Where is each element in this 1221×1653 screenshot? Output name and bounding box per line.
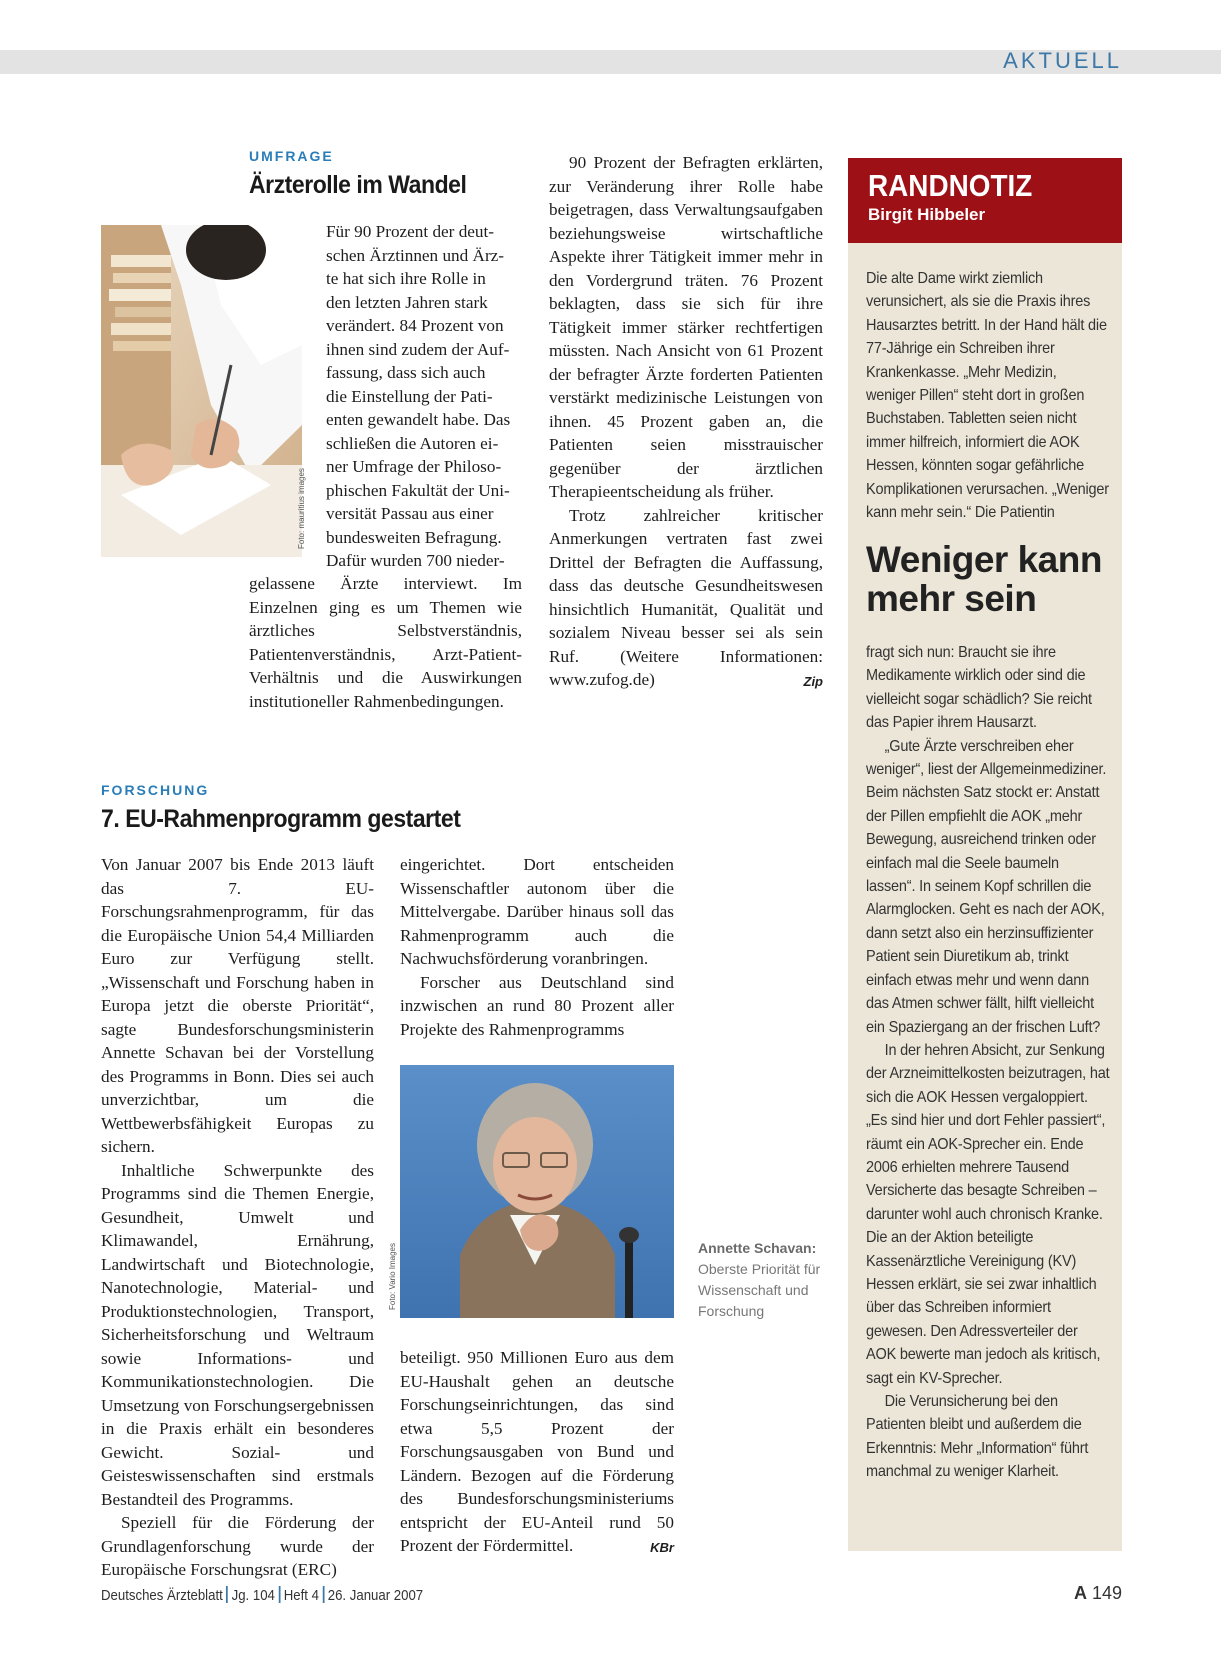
footer-issue: Heft 4	[283, 1587, 319, 1604]
randnotiz-title: RANDNOTIZ	[868, 168, 1033, 203]
article2-kicker: FORSCHUNG	[101, 782, 210, 798]
randnotiz-p3: In der hehren Absicht, zur Senkung der Arzneimittelkosten beizutragen, hat sich die AOK Hessen vergaloppiert. „Es sind hier und dort Fehler passiert“, räumt ein AOK-Sprecher ein. Ende 2006 erhielten mehrere Tausend Versicherte das besagte Schreiben – darunter wohl auch chronisch Kranke. Die an der Aktion beteiligte Kassenärztliche Vereinigung (KV) Hessen erklärt, sie sei zwar inhaltlich über das Schreiben informiert gewesen. Den Adressverteiler der AOK bewerte man jedoch als kritisch, sagt ein KV-Sprecher.	[866, 1041, 1110, 1387]
article2-col1-p2: Inhaltliche Schwerpunkte des Programms sind die Themen Energie, Gesundheit, Umwelt und Klimawandel, Ernährung, Landwirtschaft und Biotechnologie, Nanotechnologie, Material- und Produktionstechnologien, Transport, Sicherheitsforschung und Weltraum sowie Informations- und Kommunikationstechnologien. Die Umsetzung von Forschungsergebnissen in die Praxis erhält ein besonderes Gewicht. Sozial- und Geisteswissenschaften sind erstmals Bestandteil des Programms.	[101, 1160, 374, 1509]
article2-col1-p1: Von Januar 2007 bis Ende 2013 läuft das 7. EU-Forschungsrahmenprogramm, für das die Europäische Union 54,4 Milliarden Euro zur Verfügung stellt. „Wissenschaft und Forschung haben in Europa jetzt die oberste Priorität“, sagte Bundesforschungsministerin Annette Schavan bei der Vorstellung des Programms in Bonn. Dies sei auch unverzichtbar, um die Wettbewerbsfähigkeit Europas zu sichern.	[101, 855, 374, 1156]
footer-separator	[226, 1586, 228, 1603]
doctor-writing-photo	[101, 225, 302, 557]
portrait-illustration	[400, 1065, 674, 1318]
article1-line: Für 90 Prozent der deut-	[326, 222, 495, 241]
article1-col2-p1: 90 Prozent der Befragten erklärten, zur Veränderung ihrer Rolle habe beigetragen, dass Verwaltungsaufgaben beziehungsweise wirtschaftliche Aspekte ihrer Tätigkeit immer mehr in den Vordergrund träten. 76 Prozent beklagten, dass sie sich für ihre Tätigkeit immer stärker rechtfertigen müssten. Nach Ansicht von 61 Prozent der befragter Ärzte forderten Patienten verstärkt medizinische Leistungen von ihnen. 45 Prozent gaben an, die Patienten seien misstrauischer gegenüber der ärztlichen Therapieentscheidung als früher.	[549, 153, 823, 501]
article1-kicker: UMFRAGE	[249, 148, 334, 164]
article2-signature: KBr	[650, 1539, 674, 1555]
footer-volume: Jg. 104	[231, 1587, 275, 1604]
article1-col1-tail: gelassene Ärzte interviewt. Im Einzelnen ging es um Themen wie ärztliches Selbstverständnis, Patientenverständnis, Arzt-Patient-Verhältnis und die Auswirkungen institutioneller Rahmenbedingungen.	[249, 574, 522, 711]
article1-line: bundesweiten Befragung.	[326, 527, 502, 547]
article1-line: den letzten Jahren stark	[326, 292, 488, 312]
article1-line: verändert. 84 Prozent von	[326, 316, 504, 335]
randnotiz-intro: Die alte Dame wirkt ziemlich verunsichert, als sie die Praxis ihres Hausarztes betritt. In der Hand hält die 77-Jährige ein Schreiben ihrer Krankenkasse. „Mehr Medizin, weniger Pillen“ steht dort in großen Buchstaben. Tabletten seien nicht immer hilfreich, informiert die AOK Hessen, könnten sogar gefährliche Komplikationen verursachen. „Weniger kann mehr sein.“ Die Patientin	[866, 270, 1109, 522]
article1-line: phischen Fakultät der Uni-	[326, 480, 510, 500]
article1-signature: Zip	[803, 673, 823, 689]
article1-line: versität Passau aus einer	[326, 504, 494, 523]
article2-col1-p3: Speziell für die Förderung der Grundlagenforschung wurde der Europäische Forschungsrat (ERC)	[101, 1513, 374, 1579]
article2-col2-bottom	[400, 1346, 674, 1559]
randnotiz-body	[866, 641, 1110, 1484]
article2-col1	[101, 853, 374, 1582]
article2-photo-credit: Foto: Vario Images	[388, 1243, 397, 1310]
article1-line: schen Ärztinnen und Ärz-	[326, 245, 505, 265]
article1-line: te hat sich ihre Rolle in	[326, 269, 486, 288]
caption-title: Annette Schavan:	[698, 1240, 817, 1256]
footer-separator	[322, 1586, 324, 1603]
doctor-writing-illustration	[101, 225, 302, 557]
article1-photo-credit: Foto: mauritius images	[297, 468, 306, 549]
photo-caption	[698, 1238, 838, 1322]
article1-title: Ärzterolle im Wandel	[249, 171, 467, 199]
caption-line: Forschung	[698, 1303, 765, 1319]
page-number	[1074, 1583, 1122, 1604]
article1-line: fassung, dass sich auch	[326, 363, 486, 382]
article1-line: schließen die Autoren ei-	[326, 433, 499, 453]
article2-col2-p3: beteiligt. 950 Millionen Euro aus dem EU-Haushalt gehen an deutsche Forschungseinrichtungen, das sind etwa 5,5 Prozent der Forschungsausgaben von Bund und Ländern. Bezogen auf die Förderung des Bundesforschungsministeriums entspricht der EU-Anteil rund 50 Prozent der Fördermittel.	[400, 1348, 674, 1555]
article2-title: 7. EU-Rahmenprogramm gestartet	[101, 805, 461, 833]
randnotiz-headline: Weniger kann mehr sein	[866, 539, 1102, 619]
article2-col2-p2: Forscher aus Deutschland sind inzwischen an rund 80 Prozent aller Projekte des Rahmenprogramms	[400, 972, 674, 1039]
caption-line: Wissenschaft und	[698, 1282, 809, 1298]
article2-col2-p1: eingerichtet. Dort entscheiden Wissenschaftler autonom über die Mittelvergabe. Darüber hinaus soll das Rahmenprogramm auch die Nachwuchsförderung voranbringen.	[400, 855, 674, 968]
article1-line: enten gewandelt habe. Das	[326, 410, 511, 429]
article1-col2	[549, 151, 823, 693]
article1-col2-p2: Trotz zahlreicher kritischer Anmerkungen vertraten fast zwei Drittel der Befragten die Auffassung, dass das deutsche Gesundheitswesen hinsichtlich Humanität, Qualität und sozialem Niveau besser sei als sein Ruf. (Weitere Informationen: www.zufog.de)	[549, 505, 823, 689]
footer-journal: Deutsches Ärzteblatt	[101, 1587, 223, 1604]
footer-citation	[101, 1586, 423, 1604]
article1-col1-wrap	[326, 220, 522, 573]
article2-col2-top	[400, 853, 674, 1041]
randnotiz-p4: Die Verunsicherung bei den Patienten bleibt und außerdem die Erkenntnis: Mehr „Information“ führt manchmal zu weniger Klarheit.	[866, 1393, 1089, 1481]
randnotiz-p1: fragt sich nun: Braucht sie ihre Medikamente wirklich oder sind die vielleicht sogar schädlich? Sie reicht das Papier ihrem Hausarzt.	[866, 644, 1092, 732]
section-label: AKTUELL	[1003, 48, 1122, 73]
annette-schavan-photo	[400, 1065, 674, 1318]
caption-line: Oberste Priorität für	[698, 1261, 821, 1277]
footer-separator	[278, 1586, 280, 1603]
footer-date: 26. Januar 2007	[327, 1587, 424, 1604]
article1-line: ihnen sind zudem der Auf-	[326, 339, 510, 359]
article1-line: die Einstellung der Pati-	[326, 386, 493, 406]
article1-line: Dafür wurden 700 nieder-	[326, 551, 505, 570]
page-number-value: 149	[1091, 1583, 1122, 1603]
article1-line: ner Umfrage der Philoso-	[326, 457, 502, 476]
randnotiz-author: Birgit Hibbeler	[868, 205, 986, 224]
page-prefix: A	[1073, 1583, 1087, 1603]
randnotiz-p2: „Gute Ärzte verschreiben eher weniger“, liest der Allgemeinmediziner. Beim nächsten Satz stockt er: Anstatt der Pillen empfiehlt die AOK „mehr Bewegung, ausreichend trinken oder einfach mal die Seele baumeln lassen“. In seinem Kopf schrillen die Alarmglocken. Geht es nach der AOK, dann setzt also ein herzinsuffizienter Patient sein Diuretikum ab, trinkt einfach etwas mehr und wenn dann das Atmen schwer fällt, hilft vielleicht ein Spaziergang an der frischen Luft?	[866, 737, 1107, 1036]
